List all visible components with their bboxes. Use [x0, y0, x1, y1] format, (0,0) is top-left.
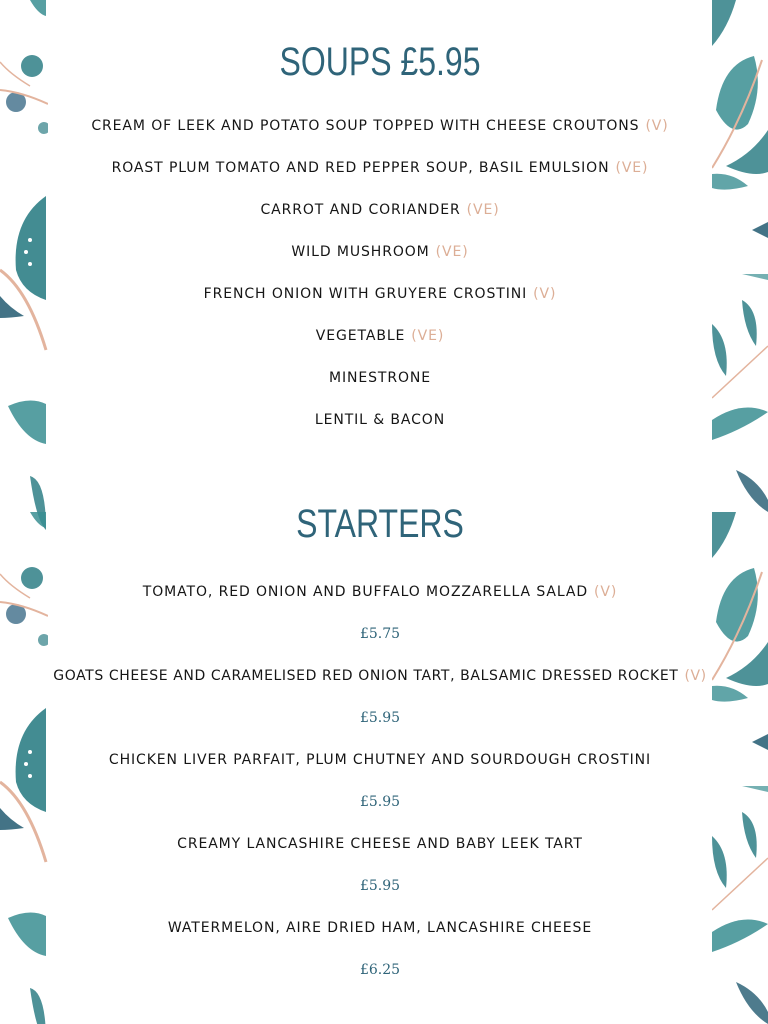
starter-item [48, 834, 712, 854]
starter-diet: (V) [684, 668, 707, 684]
starter-diet: (V) [594, 584, 618, 600]
soup-name: VEGETABLE [315, 328, 406, 344]
soup-diet: (V) [645, 118, 669, 134]
soup-item [48, 284, 712, 304]
left-leaf-border [0, 0, 48, 1024]
soup-diet: (VE) [435, 244, 469, 260]
starter-name: CHICKEN LIVER PARFAIT, PLUM CHUTNEY AND SOURDOUGH CROSTINI [108, 752, 652, 768]
starter-name: GOATS CHEESE AND CARAMELISED RED ONION TART, BALSAMIC DRESSED ROCKET [53, 668, 679, 684]
starter-price: £5.95 [359, 710, 401, 726]
starter-item [48, 750, 712, 770]
soup-name: MINESTRONE [328, 370, 432, 386]
soup-diet: (VE) [615, 160, 649, 176]
starter-price: £6.25 [359, 962, 401, 978]
soup-item [48, 368, 712, 388]
soup-name: LENTIL & BACON [314, 412, 446, 428]
starter-price: £5.75 [359, 626, 401, 642]
starter-price: £5.95 [359, 878, 401, 894]
soup-name: CARROT AND CORIANDER [260, 202, 461, 218]
menu-page [48, 0, 712, 1024]
starter-price: £5.95 [359, 794, 401, 810]
soup-item [48, 242, 712, 262]
soup-diet: (VE) [466, 202, 500, 218]
starters-heading: STARTERS [296, 502, 464, 546]
starter-item [48, 918, 712, 938]
soup-name: WILD MUSHROOM [291, 244, 430, 260]
starter-name: CREAMY LANCASHIRE CHEESE AND BABY LEEK TART [177, 836, 583, 852]
starter-item [48, 666, 712, 686]
soup-diet: (V) [533, 286, 557, 302]
soup-name: ROAST PLUM TOMATO AND RED PEPPER SOUP, BASIL EMULSION [111, 160, 610, 176]
soup-item [48, 200, 712, 220]
starter-name: WATERMELON, AIRE DRIED HAM, LANCASHIRE CHEESE [167, 920, 593, 936]
soup-item [48, 410, 712, 430]
soup-diet: (VE) [411, 328, 445, 344]
starter-item [48, 582, 712, 602]
soup-item [48, 158, 712, 178]
soups-heading: SOUPS £5.95 [279, 40, 481, 84]
soup-item [48, 116, 712, 136]
soup-item [48, 326, 712, 346]
soup-name: CREAM OF LEEK AND POTATO SOUP TOPPED WITH CHEESE CROUTONS [91, 118, 640, 134]
right-leaf-border [712, 0, 768, 1024]
soup-name: FRENCH ONION WITH GRUYERE CROSTINI [203, 286, 528, 302]
starter-name: TOMATO, RED ONION AND BUFFALO MOZZARELLA SALAD [142, 584, 589, 600]
